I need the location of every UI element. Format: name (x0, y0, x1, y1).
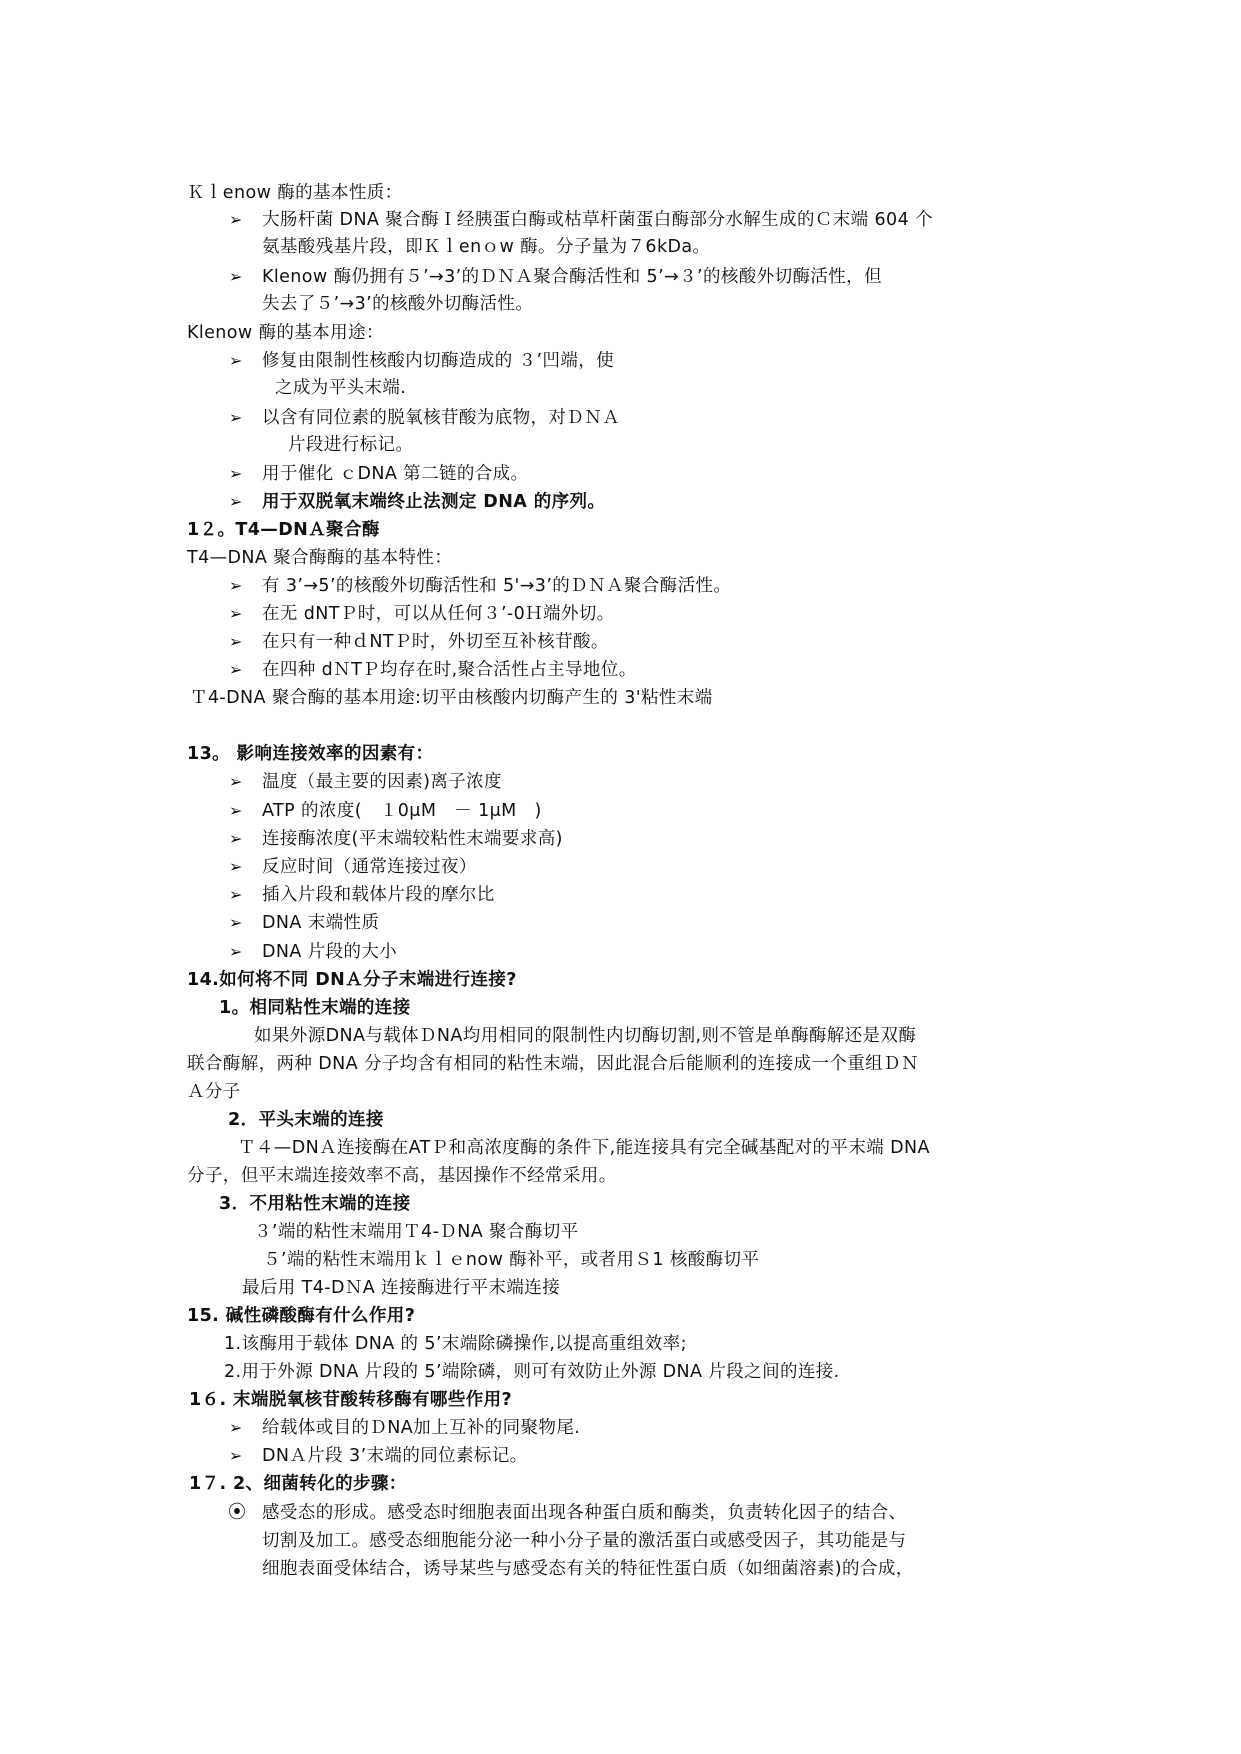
section-13-item-6: DNA 末端性质 (262, 913, 380, 933)
section-17-heading: 1７. 2、细菌转化的步骤： (189, 1474, 407, 1494)
arrow-bullet-icon: ➢ (229, 351, 243, 370)
arrow-bullet-icon: ➢ (229, 604, 243, 623)
section-13-item-2: ATP 的浓度( １0μM － 1μM ) (262, 801, 542, 821)
section-14-heading: 14.如何将不同 DNＡ分子末端进行连接? (187, 970, 517, 990)
klenow-props-item-1-line-1: 大肠杆菌 DNA 聚合酶Ｉ经胰蛋白酶或枯草杆菌蛋白酶部分水解生成的Ｃ末端 604 个 (262, 210, 933, 230)
section-14-part-2-title: 2．平头末端的连接 (228, 1110, 384, 1130)
section-14-part-1-line-2: 联合酶解，两种 DNA 分子均含有相同的粘性末端，因此混合后能顺利的连接成一个重组ＤＮ (187, 1054, 919, 1074)
section-17-line-1: 感受态的形成。感受态时细胞表面出现各种蛋白质和酶类，负责转化因子的结合、 (262, 1503, 907, 1523)
arrow-bullet-icon: ➢ (229, 1446, 243, 1465)
circle-bullet-icon: ⦿ (228, 1502, 246, 1523)
arrow-bullet-icon: ➢ (229, 267, 243, 286)
klenow-uses-item-1-line-2: 之成为平头末端. (275, 378, 407, 398)
arrow-bullet-icon: ➢ (229, 632, 243, 651)
section-14-part-2-line-2: 分子，但平末端连接效率不高，基因操作不经常采用。 (187, 1166, 617, 1186)
arrow-bullet-icon: ➢ (229, 464, 243, 483)
klenow-uses-item-2-line-1: 以含有同位素的脱氧核苷酸为底物，对ＤＮＡ (262, 408, 620, 428)
klenow-props-item-2-line-2: 失去了５’→3’的核酸外切酶活性。 (262, 294, 534, 314)
section-12-item-1: 有 3’→5’的核酸外切酶活性和 5'→3’的ＤＮＡ聚合酶活性。 (262, 576, 732, 596)
klenow-props-item-2-line-1: Klenow 酶仍拥有５’→3’的ＤＮＡ聚合酶活性和 5’→３’的核酸外切酶活性，但 (262, 267, 882, 287)
section-17-line-3: 细胞表面受体结合，诱导某些与感受态有关的特征性蛋白质（如细菌溶素)的合成， (262, 1559, 914, 1579)
section-16-heading: 1６. 末端脱氧核苷酸转移酶有哪些作用? (189, 1390, 513, 1410)
section-12-item-3: 在只有一种ｄNTＰ时，外切至互补核苷酸。 (262, 632, 609, 652)
section-14-part-2-line-1: Ｔ４—DNＡ连接酶在ATＰ和高浓度酶的条件下,能连接具有完全碱基配对的平末端 DNA (238, 1138, 930, 1158)
section-13-item-3: 连接酶浓度(平末端较粘性末端要求高) (262, 829, 563, 849)
section-13-item-1: 温度（最主要的因素)离子浓度 (262, 772, 502, 792)
section-12-heading: 1２。T4—DNＡ聚合酶 (187, 520, 380, 540)
section-14-part-3-title: 3．不用粘性末端的连接 (219, 1194, 411, 1214)
section-15-heading: 15. 碱性磷酸酶有什么作用? (187, 1306, 416, 1326)
klenow-props-heading: Ｋｌenow 酶的基本性质： (187, 183, 403, 203)
arrow-bullet-icon: ➢ (229, 408, 243, 427)
arrow-bullet-icon: ➢ (229, 942, 243, 961)
section-14-part-1-line-3: Ａ分子 (187, 1082, 241, 1102)
section-13-item-5: 插入片段和载体片段的摩尔比 (262, 885, 495, 905)
klenow-props-item-1-line-2: 氨基酸残基片段，即Ｋｌenｏw 酶。分子量为７6kDa。 (262, 237, 711, 257)
arrow-bullet-icon: ➢ (229, 829, 243, 848)
arrow-bullet-icon: ➢ (229, 801, 243, 820)
section-16-item-1: 给载体或目的ＤNA加上互补的同聚物尾. (262, 1418, 581, 1438)
section-14-part-3-line-1: ３’端的粘性末端用Ｔ4-ＤNA 聚合酶切平 (254, 1222, 579, 1242)
section-13-item-4: 反应时间（通常连接过夜） (262, 857, 477, 877)
section-12-uses: Ｔ4-DNA 聚合酶的基本用途:切平由核酸内切酶产生的 3'粘性末端 (190, 688, 713, 708)
section-12-subheading: T4—DNA 聚合酶酶的基本特性： (187, 548, 453, 568)
section-14-part-3-line-2: ５’端的粘性末端用ｋｌｅnow 酶补平，或者用Ｓ1 核酸酶切平 (263, 1250, 760, 1270)
arrow-bullet-icon: ➢ (229, 660, 243, 679)
klenow-uses-item-3: 用于催化 ｃDNA 第二链的合成。 (262, 464, 529, 484)
arrow-bullet-icon: ➢ (229, 576, 243, 595)
section-12-item-4: 在四种 dＮTＰ均存在时,聚合活性占主导地位。 (262, 660, 637, 680)
arrow-bullet-icon: ➢ (229, 492, 243, 511)
section-13-item-7: DNA 片段的大小 (262, 942, 398, 962)
arrow-bullet-icon: ➢ (229, 1418, 243, 1437)
klenow-uses-item-1-line-1: 修复由限制性核酸内切酶造成的 ３’凹端，使 (262, 351, 615, 371)
section-15-line-2: 2.用于外源 DNA 片段的 5’端除磷，则可有效防止外源 DNA 片段之间的连接. (224, 1362, 840, 1382)
section-17-line-2: 切割及加工。感受态细胞能分泌一种小分子量的激活蛋白或感受因子，其功能是与 (262, 1531, 907, 1551)
section-16-item-2: DNＡ片段 3’末端的同位素标记。 (262, 1446, 528, 1466)
section-15-line-1: 1.该酶用于载体 DNA 的 5’末端除磷操作,以提高重组效率; (224, 1334, 687, 1354)
section-14-part-1-line-1: 如果外源DNA与载体ＤNA均用相同的限制性内切酶切割,则不管是单酶酶解还是双酶 (254, 1026, 917, 1046)
section-14-part-1-title: 1。相同粘性末端的连接 (219, 998, 411, 1018)
arrow-bullet-icon: ➢ (229, 885, 243, 904)
section-13-heading: 13。 影响连接效率的因素有： (187, 744, 434, 764)
klenow-uses-heading: Klenow 酶的基本用途： (187, 323, 384, 343)
section-12-item-2: 在无 dNTＰ时，可以从任何３’-0Ｈ端外切。 (262, 604, 615, 624)
arrow-bullet-icon: ➢ (229, 857, 243, 876)
section-14-part-3-line-3: 最后用 T4-DＮA 连接酶进行平末端连接 (242, 1278, 561, 1298)
klenow-uses-item-4: 用于双脱氧末端终止法测定 DNA 的序列。 (262, 492, 606, 512)
klenow-uses-item-2-line-2: 片段进行标记。 (288, 435, 414, 455)
arrow-bullet-icon: ➢ (229, 913, 243, 932)
arrow-bullet-icon: ➢ (229, 210, 243, 229)
arrow-bullet-icon: ➢ (229, 772, 243, 791)
